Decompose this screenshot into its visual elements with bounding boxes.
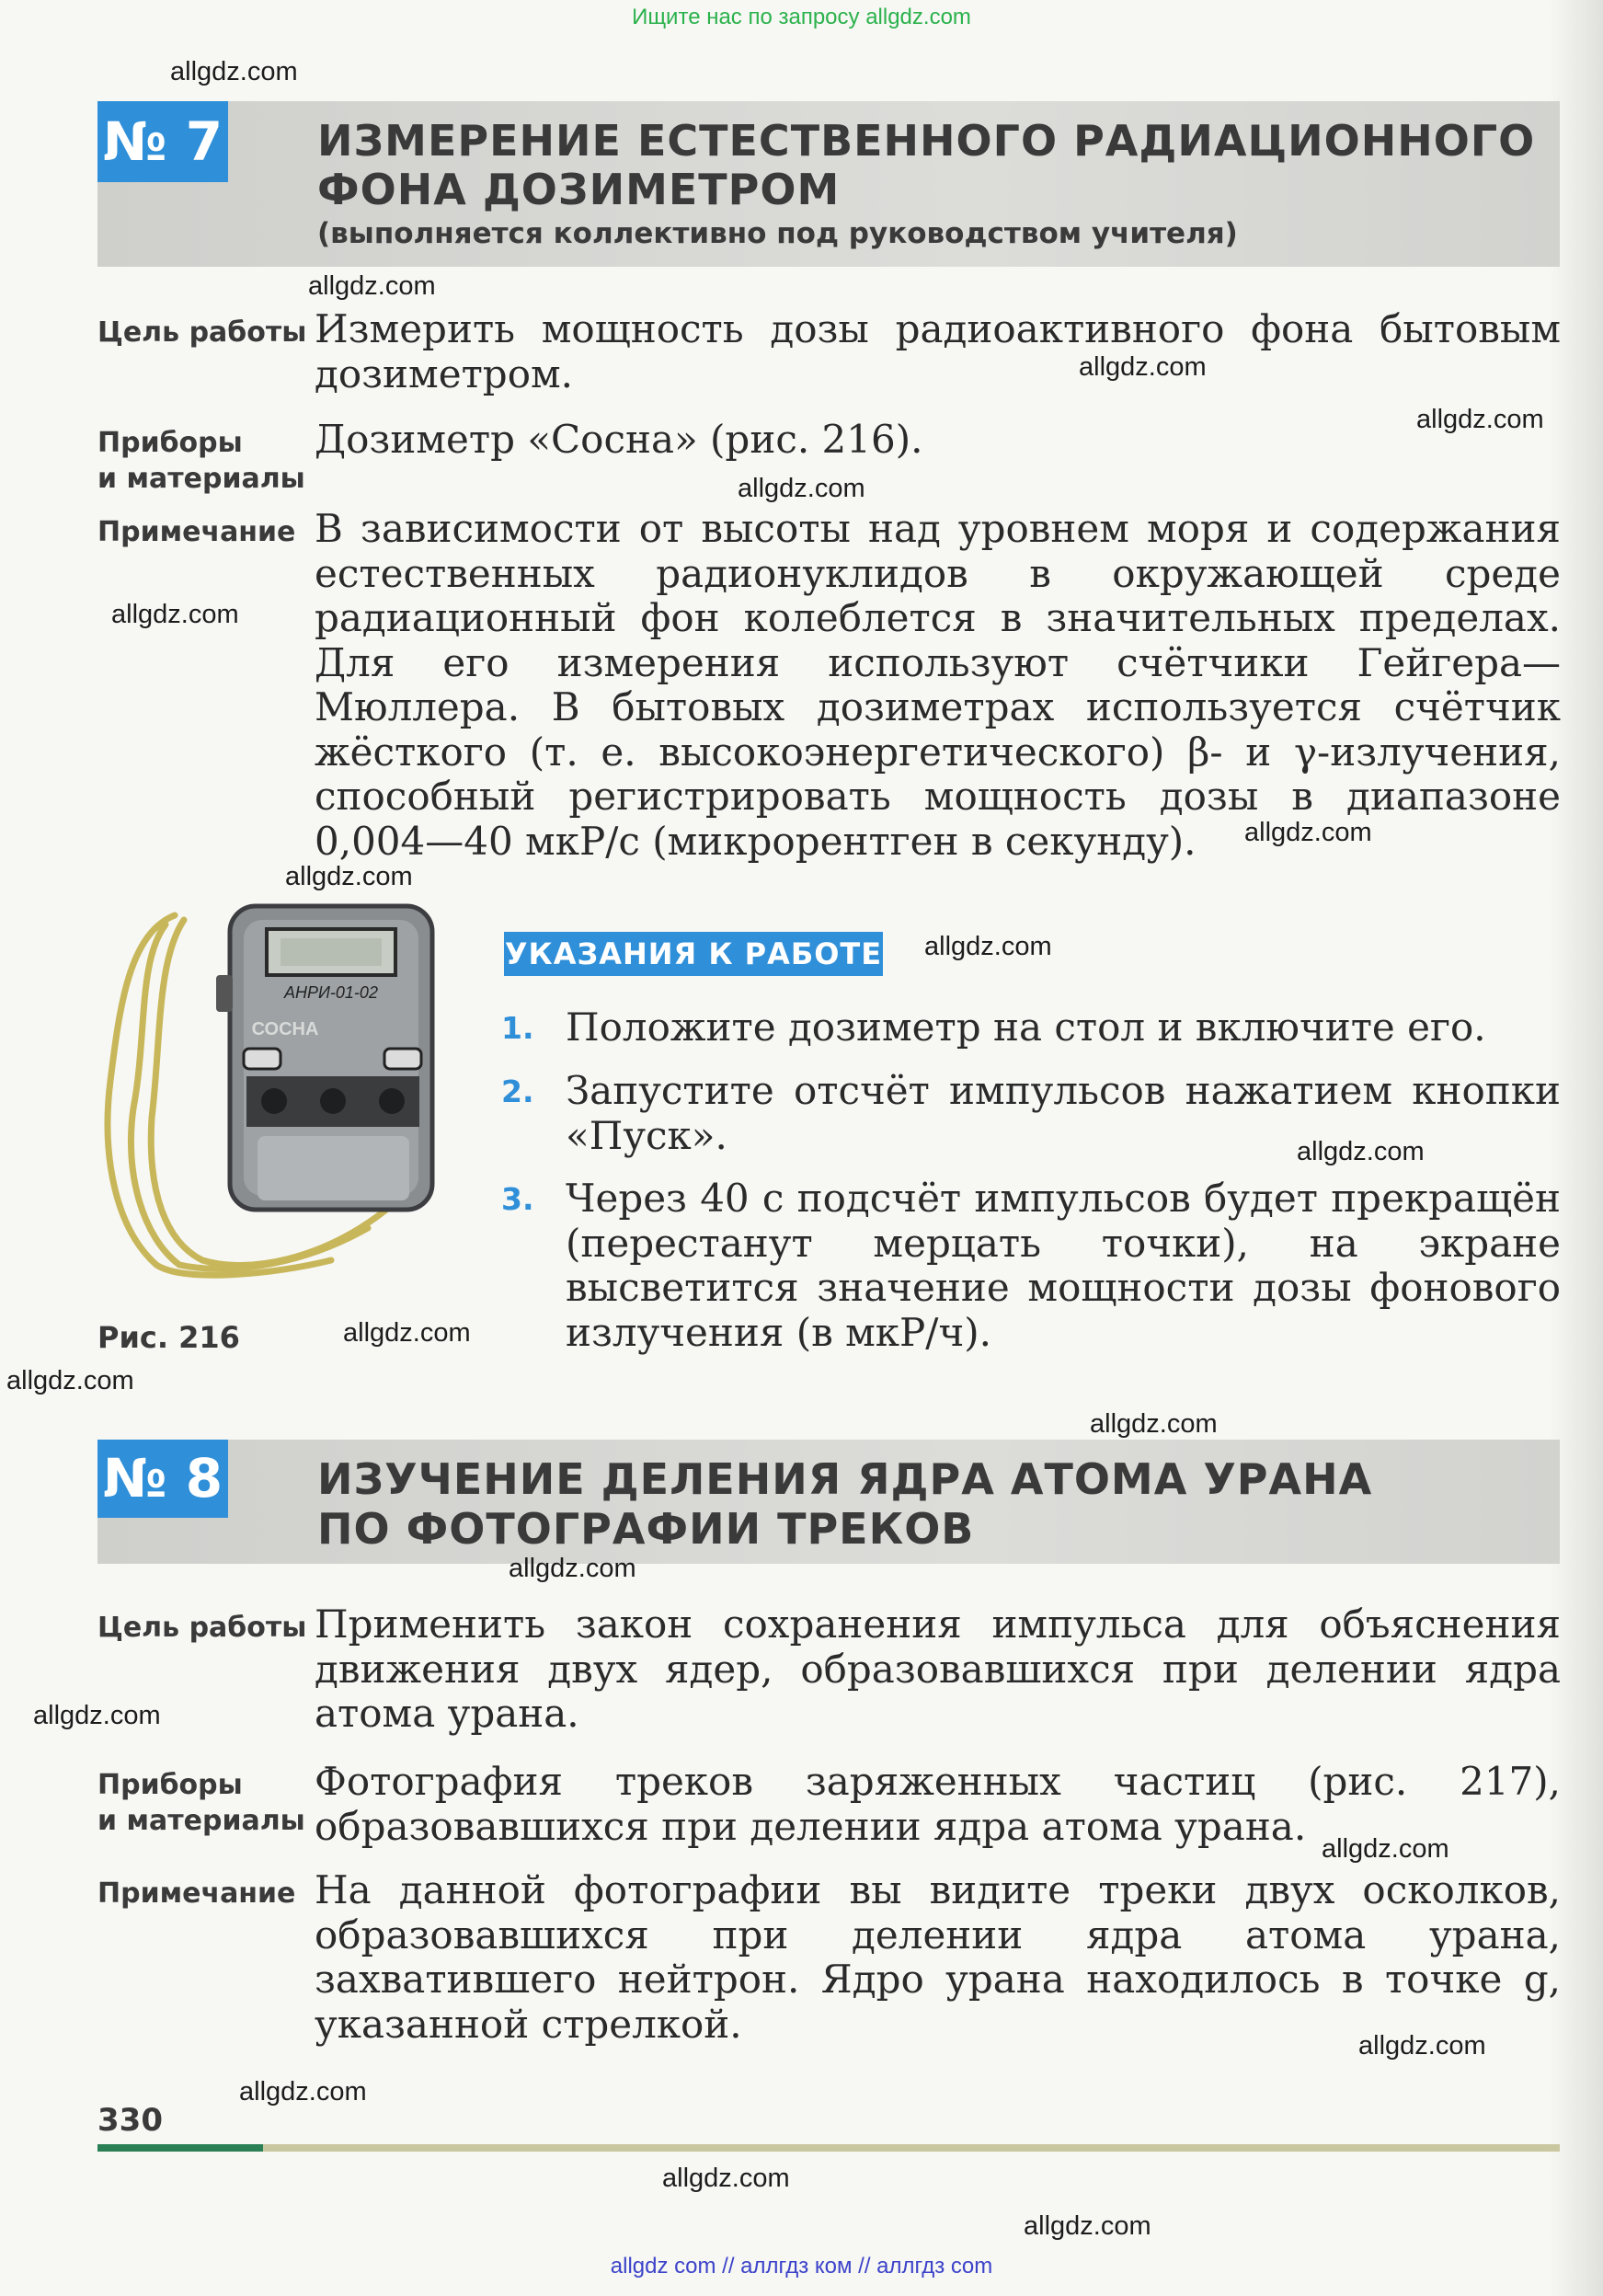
figure-216-caption: Рис. 216: [97, 1320, 240, 1355]
watermark: allgdz.com: [1297, 1137, 1425, 1166]
lab8-tools-label-line2: и материалы: [97, 1805, 305, 1837]
lab8-number: № 8: [97, 1440, 228, 1518]
lab7-note-label: Примечание: [97, 516, 296, 548]
lab7-note-text: В зависимости от высоты над уровнем моря и содержания естественных радионуклидов в окружающей среде радиационный фон колеблется в значительных пределах. Для его измерения используют счётчики Гейгера—Мюллера. В бытовых дозиметрах используется счётчик жёсткого (т. е. высокоэнергетического) β- и γ-излучения, способный регистрировать мощность дозы в диапазоне 0,004—40 мкР/с (микрорентген в секунду).: [315, 506, 1561, 864]
page-number: 330: [97, 2102, 163, 2139]
watermark: allgdz.com: [6, 1366, 134, 1395]
instructions-heading: УКАЗАНИЯ К РАБОТЕ: [504, 932, 883, 976]
lab8-title-line1: ИЗУЧЕНИЕ ДЕЛЕНИЯ ЯДРА АТОМА УРАНА: [317, 1454, 1373, 1504]
lab7-number: № 7: [97, 101, 228, 182]
step-3-number: 3.: [501, 1181, 534, 1217]
dosimeter-name-label: СОСНА: [251, 1019, 319, 1039]
step-1-text: Положите дозиметр на стол и включите его.: [566, 1004, 1486, 1050]
dosimeter-button-2: [320, 1088, 346, 1114]
lab8-tools-label-line1: Приборы: [97, 1769, 243, 1801]
watermark: allgdz.com: [170, 57, 298, 86]
dosimeter-button-3: [379, 1088, 405, 1114]
dosimeter-model-label: АНРИ-01-02: [284, 983, 378, 1002]
watermark: allgdz.com: [662, 2164, 790, 2193]
watermark: allgdz.com: [1090, 1409, 1218, 1439]
lab7-goal-label: Цель работы: [97, 316, 307, 349]
watermark: allgdz.com: [33, 1701, 161, 1730]
lab7-subtitle: (выполняется коллективно под руководством учителя): [317, 217, 1238, 250]
watermark: allgdz.com: [1416, 405, 1544, 434]
watermark: allgdz.com: [343, 1318, 471, 1348]
watermark: allgdz.com: [1322, 1834, 1449, 1864]
watermark: allgdz.com: [738, 474, 865, 503]
top-banner[interactable]: Ищите нас по запросу allgdz.com: [632, 5, 971, 29]
watermark: allgdz.com: [111, 600, 239, 629]
lab7-title-line1: ИЗМЕРЕНИЕ ЕСТЕСТВЕННОГО РАДИАЦИОННОГО: [317, 116, 1536, 166]
step-3-text: Через 40 с подсчёт импульсов будет прекращён (перестанут мерцать точки), на экране высветится значение мощности дозы фонового излучения (в мкР/ч).: [566, 1176, 1561, 1355]
watermark: allgdz.com: [239, 2077, 367, 2107]
step-2-number: 2.: [501, 1073, 534, 1109]
bottom-banner[interactable]: allgdz com // аллгдз ком // аллгдз com: [610, 2254, 993, 2279]
lab8-goal-text: Применить закон сохранения импульса для объяснения движения двух ядер, образовавшихся при делении ядра атома урана.: [315, 1601, 1561, 1736]
watermark: allgdz.com: [308, 271, 436, 301]
watermark: allgdz.com: [924, 932, 1052, 961]
lab8-title-line2: ПО ФОТОГРАФИИ ТРЕКОВ: [317, 1504, 975, 1554]
watermark: allgdz.com: [1244, 818, 1372, 847]
watermark: allgdz.com: [1358, 2031, 1486, 2061]
watermark: allgdz.com: [509, 1554, 636, 1583]
footer-rule: [97, 2144, 1560, 2152]
dosimeter-button-1: [261, 1088, 287, 1114]
lab8-note-text: На данной фотографии вы видите треки двух осколков, образовавшихся при делении ядра атома урана, захватившего нейтрон. Ядро урана находилось в точке g, указанной стрелкой.: [315, 1867, 1561, 2047]
watermark: allgdz.com: [285, 862, 413, 891]
dosimeter-figure: [92, 897, 460, 1292]
lab7-tools-label-line2: и материалы: [97, 463, 305, 495]
lab8-goal-label: Цель работы: [97, 1612, 307, 1644]
lab7-tools-text: Дозиметр «Сосна» (рис. 216).: [315, 417, 923, 462]
watermark: allgdz.com: [1024, 2211, 1151, 2241]
lab7-tools-label-line1: Приборы: [97, 427, 243, 459]
lab7-title-line2: ФОНА ДОЗИМЕТРОМ: [317, 165, 841, 214]
lab8-tools-text: Фотография треков заряженных частиц (рис. 217), образовавшихся при делении ядра атома урана.: [315, 1759, 1561, 1849]
step-2-text: Запустите отсчёт импульсов нажатием кнопки «Пуск».: [566, 1068, 1561, 1158]
lab8-note-label: Примечание: [97, 1877, 296, 1910]
lab7-goal-text: Измерить мощность дозы радиоактивного фона бытовым дозиметром.: [315, 306, 1561, 396]
watermark: allgdz.com: [1079, 352, 1207, 382]
step-1-number: 1.: [501, 1010, 534, 1046]
